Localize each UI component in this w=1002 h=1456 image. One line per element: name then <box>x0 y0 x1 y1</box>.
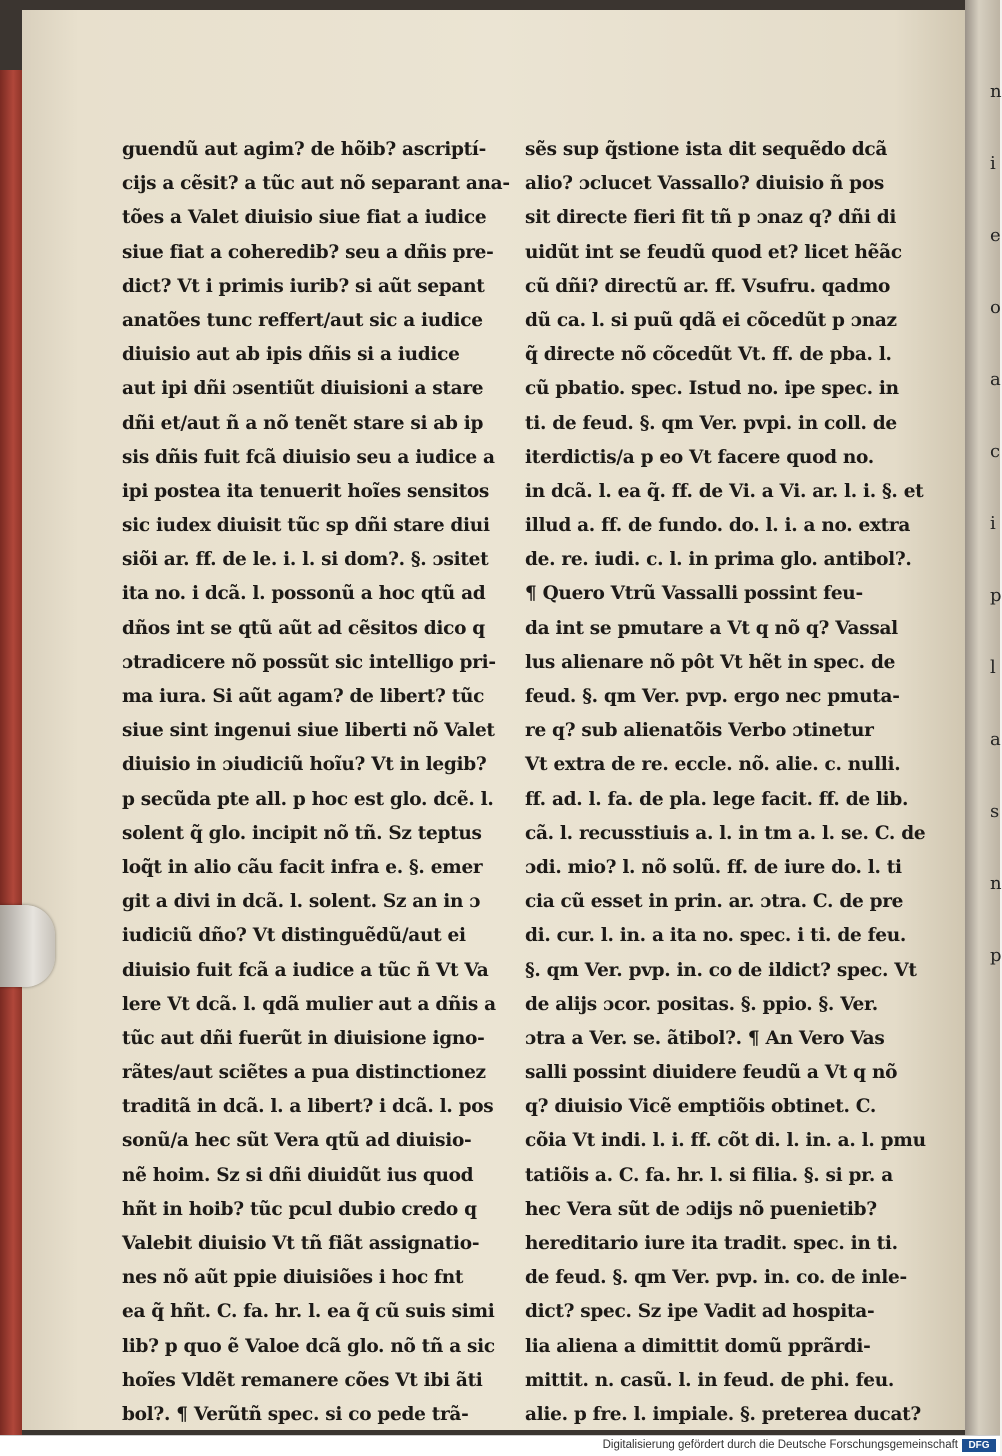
gutter-letter: s <box>990 801 1000 822</box>
text-line: illud a. ff. de fundo. do. l. i. a no. extra <box>525 515 911 537</box>
text-line: cõia Vt indi. l. i. ff. cõt di. l. in. a. l. pmu <box>525 1130 926 1152</box>
text-line: in dcã. l. ea q̃. ff. de Vi. a Vi. ar. l. i. §. et <box>525 480 924 502</box>
gutter-letter: i <box>990 153 996 174</box>
text-line: ita no. i dcã. l. possonũ a hoc qtũ ad <box>122 583 486 605</box>
text-line: q? diuisio Vicẽ emptiõis obtinet. C. <box>525 1096 877 1118</box>
text-line: diuisio fuit fcã a iudice a tũc ñ Vt Va <box>122 959 489 981</box>
text-line: siue sint ingenui siue liberti nõ Valet <box>122 720 495 742</box>
gutter-letter: n <box>990 873 1002 894</box>
text-line: dñi et/aut ñ a nõ tenẽt stare si ab ip <box>122 412 484 434</box>
gutter-letter: n <box>990 81 1002 102</box>
text-line: bol?. ¶ Verũtñ spec. si co pede trã- <box>122 1403 469 1425</box>
text-line: rãtes/aut sciẽtes a pua distinctionez <box>122 1062 486 1084</box>
text-line: mittit. n. casũ. l. in feud. de phi. feu. <box>525 1369 895 1391</box>
text-line: traditã in dcã. l. a libert? i dcã. l. pos <box>122 1096 494 1118</box>
text-line: guendũ aut agim? de hõib? ascriptí- <box>122 139 486 160</box>
text-line: feud. §. qm Ver. pvp. ergo nec pmuta- <box>525 686 900 707</box>
text-line: iudiciũ dño? Vt distinguẽdũ/aut ei <box>122 925 466 947</box>
text-line: ti. de feud. §. qm Ver. pvpi. in coll. de <box>525 412 897 434</box>
text-line: hñt in hoib? tũc pcul dubio credo q <box>122 1198 477 1220</box>
text-line: hereditario iure ita tradit. spec. in ti. <box>525 1233 898 1254</box>
text-line: de. re. iudi. c. l. in prima glo. antibol?. <box>525 549 912 571</box>
text-line: alio? ɔclucet Vassallo? diuisio ñ pos <box>525 173 884 195</box>
text-line: lus alienare nõ pôt Vt hẽt in spec. de <box>525 651 896 673</box>
footer-bar <box>0 1435 1000 1456</box>
text-line: aut ipi dñi ɔsentiũt diuisioni a stare <box>122 378 484 400</box>
text-line: §. qm Ver. pvp. in. co de ildict? spec. Vt <box>525 959 917 981</box>
text-line: siue fiat a coheredib? seu a dñis pre- <box>122 241 494 263</box>
text-line: nẽ hoim. Sz si dñi diuidũt ius quod <box>122 1164 474 1186</box>
gutter-letter: a <box>990 729 1001 750</box>
text-line: sonũ/a hec sũt Vera qtũ ad diuisio- <box>122 1130 472 1152</box>
text-line: sic iudex diuisit tũc sp dñi stare diui <box>122 515 490 537</box>
gutter-letter: e <box>990 225 1001 246</box>
text-line: de alijs ɔcor. positas. §. ppio. §. Ver. <box>525 993 878 1015</box>
text-line: Valebit diuisio Vt tñ fiãt assignatio- <box>122 1233 480 1254</box>
text-line: diuisio aut ab ipis dñis si a iudice <box>122 344 460 366</box>
text-line: ¶ Quero Vtrũ Vassalli possint feu- <box>525 583 863 605</box>
text-line: da int se pmutare a Vt q nõ q? Vassal <box>525 617 898 639</box>
text-line: ff. ad. l. fa. de pla. lege facit. ff. de lib. <box>525 788 909 810</box>
text-line: dict? Vt i primis iurib? si aũt sepant <box>122 275 485 297</box>
text-line: salli possint diuidere feudũ a Vt q nõ <box>525 1062 898 1084</box>
text-line: Vt extra de re. eccle. nõ. alie. c. nulli. <box>525 754 901 776</box>
text-line: diuisio in ɔiudiciũ hoĩu? Vt in legib? <box>122 754 487 776</box>
facing-page-gutter <box>965 0 1000 1435</box>
gutter-letter: c <box>990 441 1001 462</box>
dfg-logo: DFG <box>962 1439 996 1452</box>
text-line: loq̃t in alio cãu facit infra e. §. emer <box>122 856 483 878</box>
text-line: cũ dñi? directũ ar. ff. Vsufru. qadmo <box>525 275 891 297</box>
text-line: cã. l. recusstiuis a. l. in tm a. l. se. C. de <box>525 822 926 844</box>
gutter-letter: i <box>990 513 996 534</box>
text-line: anatões tunc reffert/aut sic a iudice <box>122 309 483 331</box>
text-line: sẽs sup q̃stione ista dit sequẽdo dcã <box>525 139 888 160</box>
text-line: de feud. §. qm Ver. pvp. in. co. de inle- <box>525 1267 907 1289</box>
text-line: re q? sub alienatõis Verbo ɔtinetur <box>525 720 874 742</box>
text-line: ɔtra a Ver. se. ãtibol?. ¶ An Vero Vas <box>525 1027 885 1049</box>
text-line: siõi ar. ff. de le. i. l. si dom?. §. ɔsitet <box>122 549 489 571</box>
gutter-letter: a <box>990 369 1001 390</box>
text-line: alie. p fre. l. impiale. §. preterea ducat? <box>525 1403 921 1425</box>
text-line: lia aliena a dimittit domũ pprãrdi- <box>525 1335 871 1357</box>
text-line: cũ pbatio. spec. Istud no. ipe spec. in <box>525 378 899 400</box>
book-edge <box>0 70 22 1435</box>
text-line: uidũt int se feudũ quod et? licet hẽãc <box>525 241 902 263</box>
text-line: cijs a cẽsit? a tũc aut nõ separant ana- <box>122 173 510 195</box>
text-line: ɔtradicere nõ possũt sic intelligo pri- <box>122 651 496 673</box>
text-line: ma iura. Si aũt agam? de libert? tũc <box>122 686 485 707</box>
text-line: tões a Valet diuisio siue fiat a iudice <box>122 207 487 229</box>
text-line: ɔdi. mio? l. nõ solũ. ff. de iure do. l. ti <box>525 856 902 878</box>
text-line: ea q̃ hñt. C. fa. hr. l. ea q̃ cũ suis simi <box>122 1301 495 1323</box>
text-line: dict? spec. Sz ipe Vadit ad hospita- <box>525 1301 875 1323</box>
text-line: tũc aut dñi fuerũt in diuisione igno- <box>122 1027 485 1049</box>
gutter-letter: o <box>990 297 1001 318</box>
text-line: di. cur. l. in. a ita no. spec. i ti. de feu. <box>525 925 906 947</box>
text-line: hoĩes Vldẽt remanere cões Vt ibi ãti <box>122 1369 483 1391</box>
text-line: git a divi in dcã. l. solent. Sz an in ɔ <box>122 891 481 913</box>
text-line: tatiõis a. C. fa. hr. l. si filia. §. si pr. a <box>525 1164 893 1186</box>
gutter-letter: p <box>990 585 1002 606</box>
text-line: ipi postea ita tenuerit hoĩes sensitos <box>122 480 490 502</box>
left-text-column <box>122 133 510 1432</box>
gutter-letter: l <box>990 657 996 678</box>
text-line: iterdictis/a p eo Vt facere quod no. <box>525 446 874 468</box>
text-line: q̃ directe nõ cõcedũt Vt. ff. de pba. l. <box>525 344 892 366</box>
text-line: lere Vt dcã. l. qdã mulier aut a dñis a <box>122 993 496 1015</box>
text-line: cia cũ esset in prin. ar. ɔtra. C. de pre <box>525 891 904 913</box>
page-clip <box>0 905 55 987</box>
gutter-letter: p <box>990 945 1002 966</box>
text-line: dũ ca. l. si puũ qdã ei cõcedũt p ɔnaz <box>525 309 897 331</box>
text-line: lib? p quo ẽ Valoe dcã glo. nõ tñ a sic <box>122 1335 495 1357</box>
text-line: p secũda pte all. p hoc est glo. dcẽ. l. <box>122 788 494 810</box>
text-line: hec Vera sũt de ɔdijs nõ puenietib? <box>525 1198 877 1220</box>
text-line: nes nõ aũt ppie diuisiões i hoc fnt <box>122 1267 464 1289</box>
text-line: sis dñis fuit fcã diuisio seu a iudice a <box>122 446 495 468</box>
text-line: solent q̃ glo. incipit nõ tñ. Sz teptus <box>122 822 482 844</box>
text-line: dños int se qtũ aũt ad cẽsitos dico q <box>122 617 485 639</box>
text-line: sit directe fieri fit tñ p ɔnaz q? dñi di <box>525 207 897 229</box>
right-text-column <box>525 133 926 1432</box>
footer-credit: Digitalisierung gefördert durch die Deutsche Forschungsgemeinschaft <box>602 1439 958 1451</box>
